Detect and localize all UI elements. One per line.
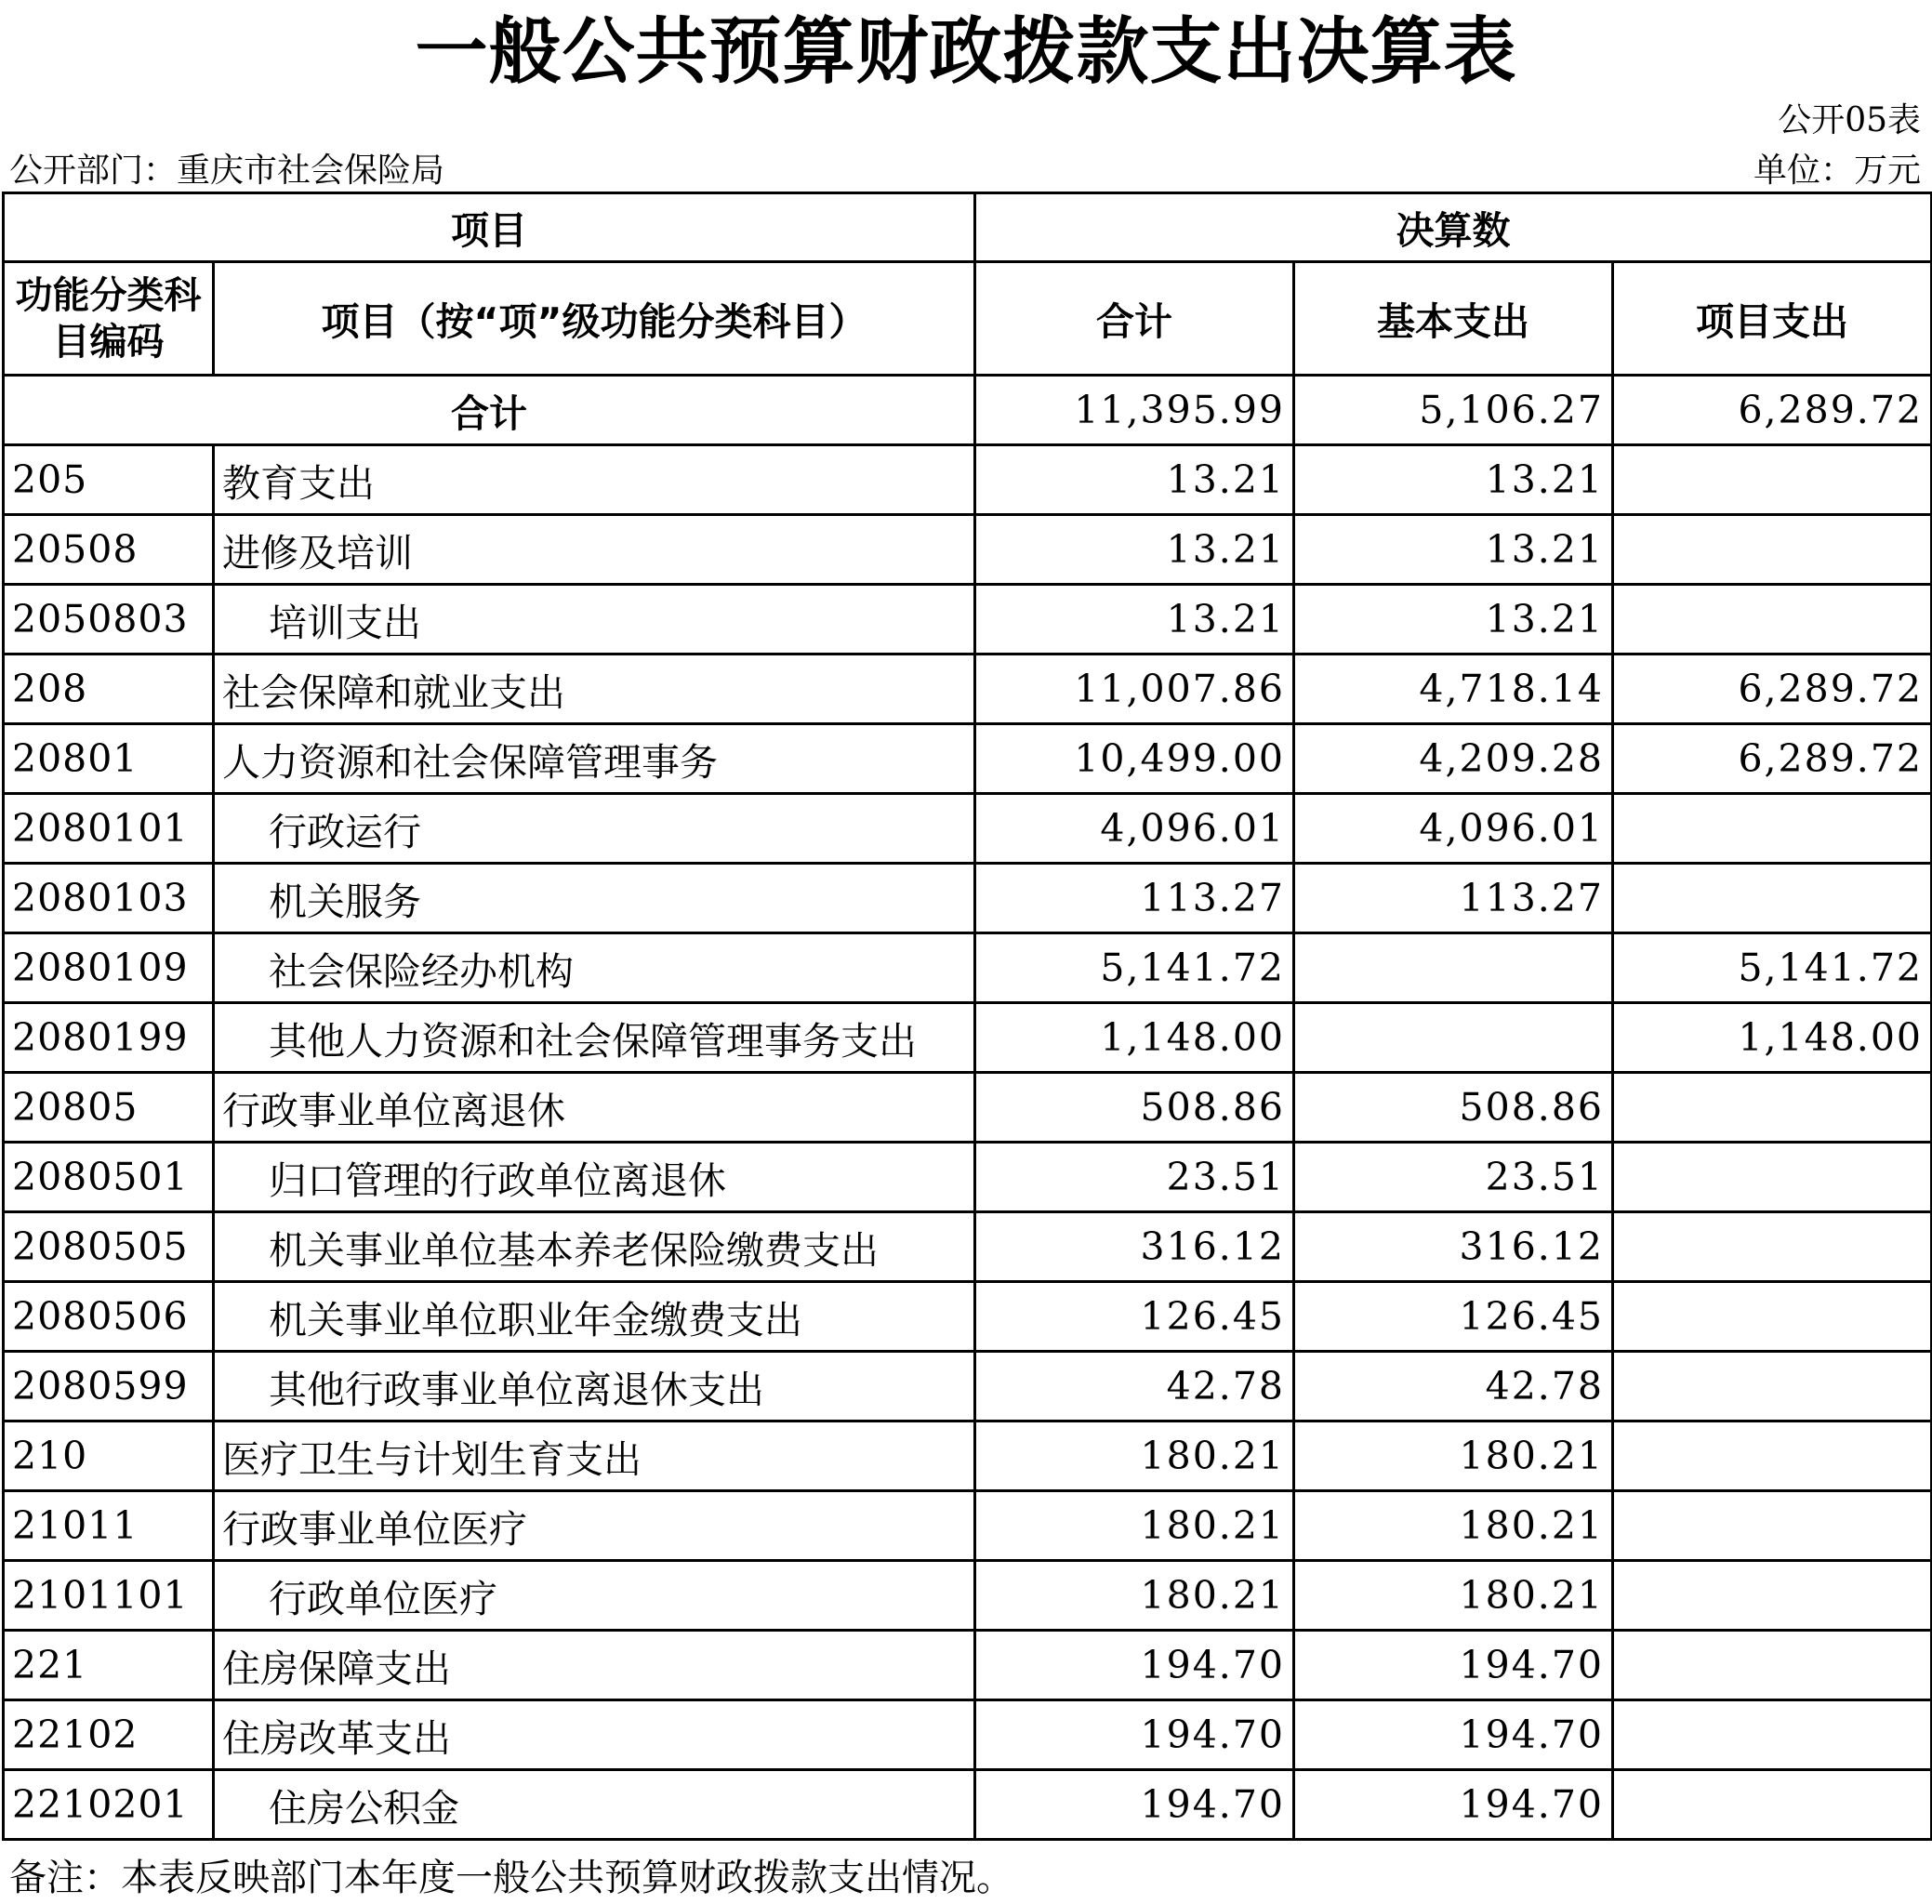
row-basic: 4,209.28 [1294,724,1613,794]
row-total: 10,499.00 [975,724,1294,794]
row-project [1613,1352,1932,1421]
row-name: 住房公积金 [214,1770,975,1840]
row-total: 13.21 [975,585,1294,654]
row-name: 社会保障和就业支出 [214,654,975,724]
row-total: 126.45 [975,1282,1294,1352]
footnote: 备注：本表反映部门本年度一般公共预算财政拨款支出情况。 [9,1857,1013,1899]
row-name: 其他人力资源和社会保障管理事务支出 [214,1003,975,1073]
row-total: 1,148.00 [975,1003,1294,1073]
row-basic: 194.70 [1294,1770,1613,1840]
table-row [4,1631,1932,1700]
row-basic: 4,096.01 [1294,794,1613,864]
row-name: 住房改革支出 [214,1700,975,1770]
table-row [4,1073,1932,1143]
row-code: 2080501 [4,1143,214,1212]
row-project: 5,141.72 [1613,933,1932,1003]
row-total: 180.21 [975,1421,1294,1491]
row-total: 23.51 [975,1143,1294,1212]
row-code: 2080505 [4,1212,214,1282]
total-label: 合计 [4,376,975,445]
row-name: 住房保障支出 [214,1631,975,1700]
row-project [1613,1282,1932,1352]
header-item: 项目 [4,193,975,262]
row-name: 行政单位医疗 [214,1561,975,1631]
row-total: 194.70 [975,1631,1294,1700]
row-code: 2080103 [4,864,214,933]
table-row [4,515,1932,585]
row-total: 194.70 [975,1770,1294,1840]
row-project: 6,289.72 [1613,654,1932,724]
row-total: 180.21 [975,1561,1294,1631]
row-code: 20508 [4,515,214,585]
row-project [1613,864,1932,933]
row-project [1613,1212,1932,1282]
department-label: 公开部门：重庆市社会保险局 [9,152,445,190]
row-project: 1,148.00 [1613,1003,1932,1073]
row-project [1613,1143,1932,1212]
row-name: 机关事业单位职业年金缴费支出 [214,1282,975,1352]
row-total: 42.78 [975,1352,1294,1421]
row-basic: 113.27 [1294,864,1613,933]
row-name: 医疗卫生与计划生育支出 [214,1421,975,1491]
table-row [4,1143,1932,1212]
row-project [1613,515,1932,585]
row-code: 210 [4,1421,214,1491]
row-basic: 194.70 [1294,1700,1613,1770]
header-name: 项目（按“项”级功能分类科目） [214,262,975,376]
row-code: 2080101 [4,794,214,864]
table-row [4,1282,1932,1352]
row-name: 行政运行 [214,794,975,864]
header-total: 合计 [975,262,1294,376]
row-project [1613,1491,1932,1561]
row-basic: 23.51 [1294,1143,1613,1212]
row-name: 其他行政事业单位离退休支出 [214,1352,975,1421]
row-project [1613,794,1932,864]
total-amount: 11,395.99 [975,376,1294,445]
row-total: 113.27 [975,864,1294,933]
table-row [4,1561,1932,1631]
row-name: 机关服务 [214,864,975,933]
row-basic: 316.12 [1294,1212,1613,1282]
row-name: 社会保险经办机构 [214,933,975,1003]
row-code: 22102 [4,1700,214,1770]
row-basic: 194.70 [1294,1631,1613,1700]
row-code: 20801 [4,724,214,794]
table-row [4,1491,1932,1561]
row-code: 2080109 [4,933,214,1003]
budget-table [2,192,1932,1841]
table-row [4,585,1932,654]
row-basic: 4,718.14 [1294,654,1613,724]
header-project: 项目支出 [1613,262,1932,376]
row-project [1613,585,1932,654]
row-project [1613,1421,1932,1491]
table-row [4,1700,1932,1770]
row-total: 5,141.72 [975,933,1294,1003]
row-code: 21011 [4,1491,214,1561]
row-basic: 13.21 [1294,515,1613,585]
table-row [4,1770,1932,1840]
row-project: 6,289.72 [1613,724,1932,794]
row-basic: 180.21 [1294,1561,1613,1631]
row-name: 行政事业单位医疗 [214,1491,975,1561]
header-basic: 基本支出 [1294,262,1613,376]
row-basic: 13.21 [1294,445,1613,515]
row-code: 2080199 [4,1003,214,1073]
row-name: 人力资源和社会保障管理事务 [214,724,975,794]
row-name: 机关事业单位基本养老保险缴费支出 [214,1212,975,1282]
table-row [4,1003,1932,1073]
row-total: 4,096.01 [975,794,1294,864]
row-project [1613,1700,1932,1770]
header-row-2 [4,262,1932,376]
header-row-1 [4,193,1932,262]
row-basic: 508.86 [1294,1073,1613,1143]
table-row [4,724,1932,794]
row-name: 归口管理的行政单位离退休 [214,1143,975,1212]
page-title: 一般公共预算财政拨款支出决算表 [415,10,1517,94]
row-total: 13.21 [975,515,1294,585]
row-total: 11,007.86 [975,654,1294,724]
row-project [1613,1631,1932,1700]
header-settlement: 决算数 [975,193,1932,262]
row-total: 13.21 [975,445,1294,515]
total-project: 6,289.72 [1613,376,1932,445]
table-row [4,794,1932,864]
total-row [4,376,1932,445]
row-total: 194.70 [975,1700,1294,1770]
row-name: 教育支出 [214,445,975,515]
form-number: 公开05表 [1778,101,1921,139]
row-total: 316.12 [975,1212,1294,1282]
row-project [1613,1770,1932,1840]
row-code: 221 [4,1631,214,1700]
row-code: 20805 [4,1073,214,1143]
row-project [1613,1073,1932,1143]
row-code: 2101101 [4,1561,214,1631]
row-name: 培训支出 [214,585,975,654]
row-code: 205 [4,445,214,515]
row-total: 180.21 [975,1491,1294,1561]
row-basic [1294,933,1613,1003]
row-basic: 42.78 [1294,1352,1613,1421]
total-basic: 5,106.27 [1294,376,1613,445]
table-row [4,1352,1932,1421]
row-basic: 180.21 [1294,1491,1613,1561]
table-row [4,864,1932,933]
row-basic: 13.21 [1294,585,1613,654]
table-row [4,445,1932,515]
row-basic: 180.21 [1294,1421,1613,1491]
header-code: 功能分类科目编码 [4,262,214,376]
row-name: 进修及培训 [214,515,975,585]
row-code: 2080599 [4,1352,214,1421]
row-name: 行政事业单位离退休 [214,1073,975,1143]
row-code: 2080506 [4,1282,214,1352]
table-row [4,654,1932,724]
row-project [1613,1561,1932,1631]
table-row [4,1421,1932,1491]
row-code: 208 [4,654,214,724]
unit-label: 单位：万元 [1753,152,1921,190]
row-code: 2050803 [4,585,214,654]
row-project [1613,445,1932,515]
row-basic: 126.45 [1294,1282,1613,1352]
table-row [4,1212,1932,1282]
row-total: 508.86 [975,1073,1294,1143]
row-code: 2210201 [4,1770,214,1840]
table-row [4,933,1932,1003]
row-basic [1294,1003,1613,1073]
